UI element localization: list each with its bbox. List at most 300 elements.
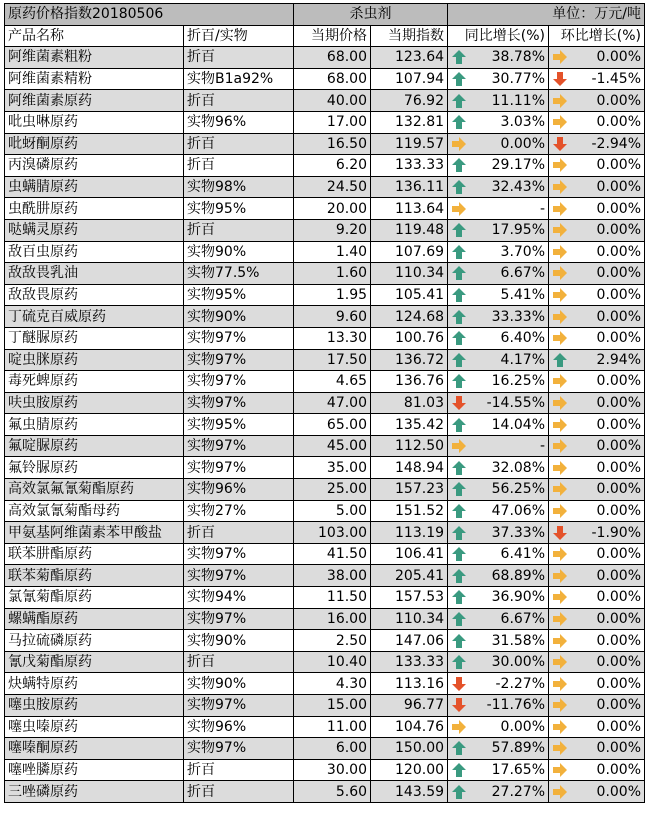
arrow-flat-icon (553, 655, 567, 669)
yoy-cell (448, 176, 549, 198)
table-row (5, 435, 645, 457)
current-index: 150.00 (371, 738, 448, 760)
table-row (5, 695, 645, 717)
current-price: 65.00 (294, 414, 371, 436)
mom-value: 0.00% (596, 610, 642, 627)
arrow-down-icon (553, 526, 567, 540)
mom-value: 0.00% (596, 200, 642, 217)
product-spec: 实物97% (184, 608, 294, 630)
product-name: 敌敌畏乳油 (5, 263, 184, 285)
current-index: 100.76 (371, 327, 448, 349)
current-index: 76.92 (371, 90, 448, 112)
product-name: 丁醚脲原药 (5, 327, 184, 349)
product-spec: 实物27% (184, 500, 294, 522)
arrow-up-icon (452, 94, 466, 108)
table-row (5, 500, 645, 522)
yoy-value: 29.17% (491, 157, 546, 174)
mom-value: 0.00% (596, 179, 642, 196)
table-row (5, 219, 645, 241)
price-index-table (4, 3, 645, 803)
current-index: 157.23 (371, 479, 448, 501)
arrow-flat-icon (553, 482, 567, 496)
arrow-flat-icon (553, 115, 567, 129)
product-name: 阿维菌素原药 (5, 90, 184, 112)
yoy-cell (448, 565, 549, 587)
arrow-down-icon (553, 137, 567, 151)
table-row (5, 479, 645, 501)
product-name: 敌百虫原药 (5, 241, 184, 263)
header-product-name: 产品名称 (5, 25, 184, 47)
yoy-cell (448, 155, 549, 177)
yoy-cell (448, 111, 549, 133)
table-row (5, 738, 645, 760)
arrow-flat-icon (553, 504, 567, 518)
mom-value: -1.90% (591, 524, 642, 541)
yoy-value: 47.06% (491, 502, 546, 519)
mom-cell (549, 457, 645, 479)
mom-value: 0.00% (596, 502, 642, 519)
product-spec: 实物90% (184, 241, 294, 263)
yoy-cell (448, 522, 549, 544)
arrow-flat-icon (553, 374, 567, 388)
mom-cell (549, 781, 645, 803)
yoy-value: 17.95% (491, 222, 546, 239)
arrow-up-icon (452, 569, 466, 583)
product-name: 氟啶脲原药 (5, 435, 184, 457)
yoy-cell (448, 738, 549, 760)
product-spec: 实物97% (184, 543, 294, 565)
yoy-value: 30.77% (491, 71, 546, 88)
mom-value: 2.94% (596, 351, 642, 368)
arrow-up-icon (452, 50, 466, 64)
arrow-up-icon (452, 266, 466, 280)
current-index: 123.64 (371, 47, 448, 69)
product-spec: 实物97% (184, 327, 294, 349)
mom-cell (549, 284, 645, 306)
table-row (5, 565, 645, 587)
arrow-flat-icon (553, 763, 567, 777)
arrow-flat-icon (553, 94, 567, 108)
yoy-value: 16.25% (491, 373, 546, 390)
product-spec: 实物96% (184, 716, 294, 738)
product-name: 氯氰菊酯原药 (5, 587, 184, 609)
arrow-up-icon (452, 331, 466, 345)
mom-cell (549, 500, 645, 522)
arrow-flat-icon (452, 720, 466, 734)
mom-value: 0.00% (596, 157, 642, 174)
product-spec: 实物97% (184, 392, 294, 414)
yoy-cell (448, 630, 549, 652)
table-row (5, 759, 645, 781)
table-row (5, 47, 645, 69)
yoy-cell (448, 349, 549, 371)
table-row (5, 284, 645, 306)
yoy-value: 36.90% (491, 589, 546, 606)
arrow-up-icon (452, 418, 466, 432)
mom-cell (549, 306, 645, 328)
current-index: 107.94 (371, 68, 448, 90)
mom-value: 0.00% (596, 438, 642, 455)
product-spec: 实物90% (184, 673, 294, 695)
arrow-down-icon (452, 396, 466, 410)
yoy-value: 33.33% (491, 308, 546, 325)
arrow-up-icon (452, 353, 466, 367)
product-name: 丁硫克百威原药 (5, 306, 184, 328)
yoy-cell (448, 587, 549, 609)
mom-cell (549, 738, 645, 760)
mom-value: 0.00% (596, 718, 642, 735)
product-name: 敌敌畏原药 (5, 284, 184, 306)
arrow-up-icon (553, 353, 567, 367)
yoy-value: 6.41% (500, 546, 546, 563)
yoy-cell (448, 371, 549, 393)
mom-cell (549, 695, 645, 717)
current-price: 41.50 (294, 543, 371, 565)
product-name: 联苯菊酯原药 (5, 565, 184, 587)
unit-label: 单位：万元/吨 (448, 4, 645, 26)
title-row (5, 4, 645, 26)
yoy-cell (448, 47, 549, 69)
mom-value: 0.00% (596, 330, 642, 347)
yoy-cell (448, 716, 549, 738)
arrow-up-icon (452, 180, 466, 194)
product-spec: 实物95% (184, 414, 294, 436)
current-index: 136.72 (371, 349, 448, 371)
table-row (5, 457, 645, 479)
current-index: 106.41 (371, 543, 448, 565)
arrow-up-icon (452, 763, 466, 777)
mom-cell (549, 198, 645, 220)
current-index: 119.48 (371, 219, 448, 241)
mom-value: 0.00% (596, 589, 642, 606)
product-spec: 实物96% (184, 479, 294, 501)
current-index: 136.11 (371, 176, 448, 198)
yoy-cell (448, 651, 549, 673)
yoy-cell (448, 198, 549, 220)
mom-cell (549, 630, 645, 652)
arrow-up-icon (452, 741, 466, 755)
yoy-cell (448, 284, 549, 306)
current-price: 35.00 (294, 457, 371, 479)
mom-cell (549, 241, 645, 263)
yoy-cell (448, 500, 549, 522)
product-name: 联苯肼酯原药 (5, 543, 184, 565)
table-body (5, 4, 645, 803)
arrow-flat-icon (452, 137, 466, 151)
yoy-value: 0.00% (500, 135, 546, 152)
mom-value: 0.00% (596, 783, 642, 800)
arrow-up-icon (452, 547, 466, 561)
product-name: 氟虫腈原药 (5, 414, 184, 436)
table-row (5, 781, 645, 803)
arrow-flat-icon (553, 677, 567, 691)
yoy-cell (448, 543, 549, 565)
yoy-cell (448, 695, 549, 717)
product-spec: 实物90% (184, 630, 294, 652)
current-price: 11.00 (294, 716, 371, 738)
mom-value: 0.00% (596, 546, 642, 563)
product-spec: 实物77.5% (184, 263, 294, 285)
yoy-cell (448, 608, 549, 630)
arrow-up-icon (452, 785, 466, 799)
arrow-up-icon (452, 72, 466, 86)
current-index: 124.68 (371, 306, 448, 328)
yoy-cell (448, 781, 549, 803)
arrow-flat-icon (553, 569, 567, 583)
product-name: 螺螨酯原药 (5, 608, 184, 630)
arrow-flat-icon (553, 202, 567, 216)
mom-value: 0.00% (596, 222, 642, 239)
mom-cell (549, 651, 645, 673)
header-row (5, 25, 645, 47)
mom-cell (549, 155, 645, 177)
header-index: 当期指数 (371, 25, 448, 47)
yoy-value: 4.17% (500, 351, 546, 368)
table-row (5, 392, 645, 414)
arrow-up-icon (452, 612, 466, 626)
mom-cell (549, 543, 645, 565)
arrow-flat-icon (553, 223, 567, 237)
header-mom: 环比增长(%) (549, 25, 645, 47)
product-spec: 实物96% (184, 111, 294, 133)
yoy-value: 14.04% (491, 416, 546, 433)
current-price: 40.00 (294, 90, 371, 112)
table-row (5, 587, 645, 609)
arrow-flat-icon (452, 439, 466, 453)
yoy-cell (448, 479, 549, 501)
yoy-value: 31.58% (491, 632, 546, 649)
table-row (5, 651, 645, 673)
table-row (5, 263, 645, 285)
table-row (5, 90, 645, 112)
mom-cell (549, 349, 645, 371)
table-row (5, 608, 645, 630)
arrow-flat-icon (553, 50, 567, 64)
product-name: 呋虫胺原药 (5, 392, 184, 414)
mom-cell (549, 759, 645, 781)
current-index: 110.34 (371, 263, 448, 285)
mom-cell (549, 608, 645, 630)
table-row (5, 198, 645, 220)
current-index: 112.50 (371, 435, 448, 457)
arrow-flat-icon (553, 698, 567, 712)
product-name: 噻唑膦原药 (5, 759, 184, 781)
current-price: 10.40 (294, 651, 371, 673)
mom-value: 0.00% (596, 481, 642, 498)
current-index: 96.77 (371, 695, 448, 717)
current-price: 15.00 (294, 695, 371, 717)
current-index: 113.64 (371, 198, 448, 220)
arrow-flat-icon (553, 612, 567, 626)
current-index: 135.42 (371, 414, 448, 436)
current-price: 1.40 (294, 241, 371, 263)
yoy-value: 0.00% (500, 718, 546, 735)
product-spec: 折百 (184, 781, 294, 803)
product-name: 三唑磷原药 (5, 781, 184, 803)
header-yoy: 同比增长(%) (448, 25, 549, 47)
current-price: 5.00 (294, 500, 371, 522)
mom-value: 0.00% (596, 740, 642, 757)
product-name: 高效氯氟氰菊酯原药 (5, 479, 184, 501)
current-price: 9.20 (294, 219, 371, 241)
table-row (5, 111, 645, 133)
yoy-value: - (539, 438, 546, 455)
arrow-up-icon (452, 526, 466, 540)
mom-cell (549, 414, 645, 436)
mom-value: -1.45% (591, 71, 642, 88)
header-spec: 折百/实物 (184, 25, 294, 47)
yoy-value: - (539, 200, 546, 217)
current-price: 4.30 (294, 673, 371, 695)
arrow-up-icon (452, 504, 466, 518)
product-spec: 折百 (184, 90, 294, 112)
header-price: 当期价格 (294, 25, 371, 47)
table-row (5, 716, 645, 738)
mom-value: 0.00% (596, 762, 642, 779)
current-price: 68.00 (294, 68, 371, 90)
product-spec: 实物95% (184, 198, 294, 220)
mom-value: 0.00% (596, 308, 642, 325)
arrow-up-icon (452, 374, 466, 388)
current-price: 25.00 (294, 479, 371, 501)
yoy-cell (448, 68, 549, 90)
mom-cell (549, 435, 645, 457)
yoy-value: 32.43% (491, 179, 546, 196)
mom-value: 0.00% (596, 114, 642, 131)
current-price: 11.50 (294, 587, 371, 609)
arrow-flat-icon (553, 331, 567, 345)
arrow-flat-icon (553, 418, 567, 432)
current-price: 1.60 (294, 263, 371, 285)
arrow-flat-icon (553, 741, 567, 755)
mom-value: 0.00% (596, 632, 642, 649)
product-name: 高效氯氰菊酯母药 (5, 500, 184, 522)
mom-value: 0.00% (596, 675, 642, 692)
yoy-value: -11.76% (486, 697, 546, 714)
product-spec: 折百 (184, 759, 294, 781)
yoy-cell (448, 457, 549, 479)
current-index: 119.57 (371, 133, 448, 155)
table-row (5, 327, 645, 349)
yoy-cell (448, 759, 549, 781)
current-price: 5.60 (294, 781, 371, 803)
arrow-flat-icon (553, 245, 567, 259)
yoy-value: 17.65% (491, 762, 546, 779)
arrow-flat-icon (553, 720, 567, 734)
current-price: 17.00 (294, 111, 371, 133)
current-index: 113.16 (371, 673, 448, 695)
arrow-flat-icon (553, 288, 567, 302)
arrow-down-icon (452, 698, 466, 712)
product-spec: 实物B1a92% (184, 68, 294, 90)
current-index: 81.03 (371, 392, 448, 414)
product-spec: 折百 (184, 219, 294, 241)
current-price: 17.50 (294, 349, 371, 371)
arrow-up-icon (452, 158, 466, 172)
mom-value: 0.00% (596, 459, 642, 476)
mom-value: 0.00% (596, 567, 642, 584)
table-row (5, 306, 645, 328)
yoy-value: 3.70% (500, 243, 546, 260)
yoy-cell (448, 219, 549, 241)
table-row (5, 349, 645, 371)
product-name: 哒螨灵原药 (5, 219, 184, 241)
mom-value: 0.00% (596, 697, 642, 714)
yoy-cell (448, 392, 549, 414)
product-name: 甲氨基阿维菌素苯甲酸盐 (5, 522, 184, 544)
yoy-cell (448, 241, 549, 263)
table-row (5, 68, 645, 90)
arrow-flat-icon (553, 634, 567, 648)
arrow-flat-icon (553, 158, 567, 172)
product-spec: 实物97% (184, 435, 294, 457)
current-price: 47.00 (294, 392, 371, 414)
mom-value: 0.00% (596, 287, 642, 304)
arrow-flat-icon (553, 439, 567, 453)
mom-cell (549, 133, 645, 155)
current-price: 9.60 (294, 306, 371, 328)
mom-value: 0.00% (596, 92, 642, 109)
product-name: 噻虫胺原药 (5, 695, 184, 717)
arrow-flat-icon (553, 590, 567, 604)
yoy-value: 56.25% (491, 481, 546, 498)
mom-cell (549, 68, 645, 90)
yoy-value: 30.00% (491, 654, 546, 671)
current-price: 1.95 (294, 284, 371, 306)
mom-cell (549, 176, 645, 198)
current-price: 16.50 (294, 133, 371, 155)
current-index: 107.69 (371, 241, 448, 263)
current-index: 132.81 (371, 111, 448, 133)
mom-cell (549, 219, 645, 241)
product-name: 炔螨特原药 (5, 673, 184, 695)
yoy-value: 27.27% (491, 783, 546, 800)
mom-cell (549, 90, 645, 112)
mom-cell (549, 263, 645, 285)
current-index: 147.06 (371, 630, 448, 652)
arrow-up-icon (452, 115, 466, 129)
product-spec: 实物95% (184, 284, 294, 306)
yoy-value: 5.41% (500, 287, 546, 304)
arrow-up-icon (452, 310, 466, 324)
yoy-cell (448, 435, 549, 457)
current-index: 104.76 (371, 716, 448, 738)
product-spec: 折百 (184, 133, 294, 155)
product-name: 丙溴磷原药 (5, 155, 184, 177)
current-index: 133.33 (371, 155, 448, 177)
yoy-value: 3.03% (500, 114, 546, 131)
product-spec: 实物97% (184, 565, 294, 587)
yoy-value: 6.40% (500, 330, 546, 347)
yoy-cell (448, 673, 549, 695)
current-index: 151.52 (371, 500, 448, 522)
arrow-down-icon (452, 677, 466, 691)
arrow-flat-icon (553, 266, 567, 280)
mom-cell (549, 716, 645, 738)
yoy-value: 6.67% (500, 265, 546, 282)
current-price: 6.00 (294, 738, 371, 760)
arrow-up-icon (452, 590, 466, 604)
yoy-cell (448, 414, 549, 436)
current-index: 157.53 (371, 587, 448, 609)
arrow-flat-icon (553, 785, 567, 799)
product-spec: 实物97% (184, 371, 294, 393)
arrow-flat-icon (452, 202, 466, 216)
yoy-value: 38.78% (491, 49, 546, 66)
current-index: 148.94 (371, 457, 448, 479)
yoy-value: 57.89% (491, 740, 546, 757)
category-label: 杀虫剂 (294, 4, 448, 26)
